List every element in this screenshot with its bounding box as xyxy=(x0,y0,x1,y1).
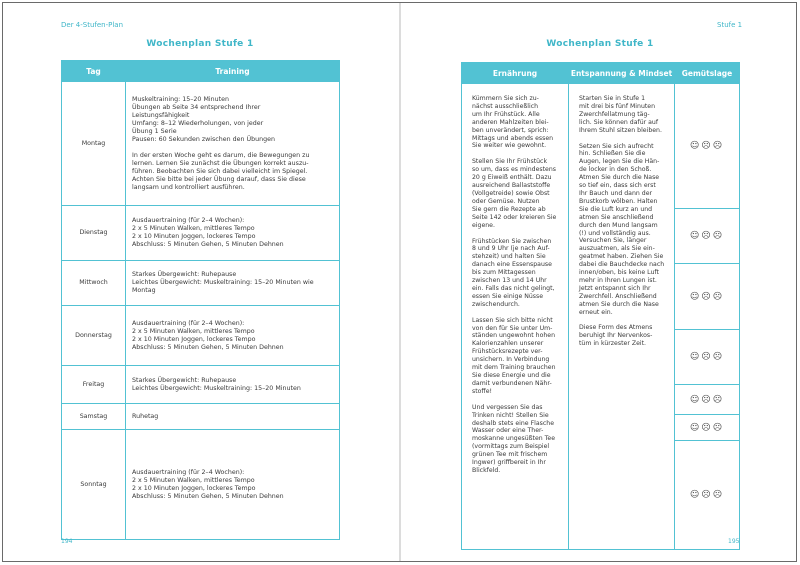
ernaehrung-paragraph: Kümmern Sie sich zu- nächst ausschließlich um Ihr Frühstück. Alle anderen Mahlzeiten blei- ben unverändert, sprich: Mittags und abends essen Sie weiter wie gewohnt. xyxy=(472,95,554,150)
training-line: lernen. Lernen Sie zunächst die Übungen korrekt auszu- xyxy=(132,159,309,167)
sad-face-icon[interactable]: ☹ xyxy=(712,394,725,405)
table-row xyxy=(462,84,740,209)
training-cell xyxy=(126,366,340,404)
sad-face-icon[interactable]: ☹ xyxy=(701,490,713,500)
happy-face-icon[interactable]: ☺ xyxy=(689,490,702,500)
training-line xyxy=(132,144,333,152)
entspannung-paragraph: Diese Form des Atmens beruhigt Ihr Nervenkos- tüm in kürzester Zeit. xyxy=(579,324,653,348)
table-row xyxy=(62,261,340,306)
training-table-header xyxy=(62,61,340,82)
entspannung-paragraph: Setzen Sie sich aufrecht hin. Schließen Sie die Augen, legen Sie die Hän- de locker in den Schoß. Atmen Sie durch die Nase so tief ein, dass sich erst Ihr Bauch und dann der Brustkorb wölben. Halten Sie die Luft kurz an und atmen Sie anschließend durch den Mund langsam (!) und vollständig aus. Versuchen Sie, länger auszuatmen, als Sie ein- geatmet haben. Ziehen Sie dabei die Bauchdecke nach innen/oben, bis keine Luft mehr in Ihren Lungen ist. Jetzt entspannt sich Ihr Zwerchfell. Anschließend atmen Sie durch die Nase erneut ein. xyxy=(579,142,665,316)
column-header-training: Training xyxy=(126,61,340,82)
column-header-entspannung: Entspannung & Mindset xyxy=(569,63,675,84)
column-header-tag: Tag xyxy=(62,61,126,82)
training-line: Starkes Übergewicht: Ruhepause xyxy=(132,271,237,278)
training-line: Muskeltraining: 15–20 Minuten xyxy=(132,95,229,103)
training-line: Ruhetag xyxy=(132,412,159,420)
training-line: Ausdauertraining (für 2–4 Wochen): xyxy=(132,217,245,224)
training-line: 2 x 5 Minuten Walken, mittleres Tempo xyxy=(132,225,255,232)
training-line: Leistungsfähigkeit xyxy=(132,111,190,119)
sad-face-icon[interactable]: ☹ xyxy=(701,141,713,151)
sad-face-icon[interactable]: ☹ xyxy=(701,422,713,433)
sad-face-icon[interactable]: ☹ xyxy=(712,490,725,500)
training-line: Übung 1 Serie xyxy=(132,127,177,135)
ernaehrung-cell xyxy=(462,84,569,550)
day-cell: Dienstag xyxy=(62,206,126,261)
mood-cell[interactable] xyxy=(675,330,740,385)
day-cell: Mittwoch xyxy=(62,261,126,306)
table-row xyxy=(62,206,340,261)
running-header-right: Stufe 1 xyxy=(717,21,743,29)
page-gutter xyxy=(399,3,401,561)
training-line: Umfang: 8–12 Wiederholungen, von jeder xyxy=(132,119,264,127)
training-line: 2 x 10 Minuten Joggen, lockeres Tempo xyxy=(132,335,256,343)
training-line: Abschluss: 5 Minuten Gehen, 5 Minuten Dehnen xyxy=(132,492,284,500)
table-row xyxy=(62,82,340,206)
ernaehrung-paragraph: Frühstücken Sie zwischen 8 und 9 Uhr (je nach Auf- stehzeit) und halten Sie danach eine Essenspause bis zum Mittagessen zwischen 13 und 14 Uhr ein. Falls das nicht gelingt, essen Sie einige Nüsse zwischendurch. xyxy=(472,237,555,308)
table-row xyxy=(62,430,340,540)
ernaehrung-paragraph: Lassen Sie sich bitte nicht von den für Sie unter Um- ständen ungewohnt hohen Kalorienzahlen unserer Frühstücksrezepte ver- unsichern. In Verbindung mit dem Training brauchen Sie diese Energie und die damit verbundenen Nähr- stoffe! xyxy=(472,316,556,395)
training-line: 2 x 10 Minuten Joggen, lockeres Tempo xyxy=(132,233,256,240)
day-cell: Freitag xyxy=(62,366,126,404)
ernaehrung-paragraph: Stellen Sie Ihr Frühstück so um, dass es mindestens 20 g Eiweiß enthält. Dazu ausreichend Ballaststoffe (Vollgetreide) sowie Obst oder Gemüse. Nutzen Sie gern die Rezepte ab Seite 142 oder kreieren Sie eigene. xyxy=(472,158,557,229)
nutrition-table-header xyxy=(462,63,740,84)
training-line: Ausdauertraining (für 2–4 Wochen): xyxy=(132,468,245,476)
sad-face-icon[interactable]: ☹ xyxy=(701,291,713,302)
happy-face-icon[interactable]: ☺ xyxy=(689,291,702,302)
happy-face-icon[interactable]: ☺ xyxy=(689,352,702,362)
page-title-right: Wochenplan Stufe 1 xyxy=(546,39,654,49)
day-cell: Sonntag xyxy=(62,430,126,540)
happy-face-icon[interactable]: ☺ xyxy=(689,141,702,151)
nutrition-mindset-table xyxy=(461,62,740,550)
happy-face-icon[interactable]: ☺ xyxy=(689,394,702,405)
mood-cell[interactable] xyxy=(675,264,740,330)
mood-cell[interactable] xyxy=(675,415,740,441)
column-header-ernaehrung: Ernährung xyxy=(462,63,569,84)
mood-cell[interactable] xyxy=(675,84,740,209)
training-line: Achten Sie bitte bei jeder Übung darauf, dass Sie diese xyxy=(132,175,306,183)
training-table xyxy=(61,60,340,540)
day-cell: Samstag xyxy=(62,404,126,430)
training-line: Montag xyxy=(132,287,156,294)
page-title-left: Wochenplan Stufe 1 xyxy=(146,39,254,49)
training-line: Abschluss: 5 Minuten Gehen, 5 Minuten Dehnen xyxy=(132,343,284,351)
sad-face-icon[interactable]: ☹ xyxy=(712,231,725,241)
mood-cell[interactable] xyxy=(675,385,740,415)
mood-cell[interactable] xyxy=(675,209,740,264)
training-line: 2 x 5 Minuten Walken, mittleres Tempo xyxy=(132,327,255,335)
sad-face-icon[interactable]: ☹ xyxy=(701,352,713,362)
sad-face-icon[interactable]: ☹ xyxy=(712,141,725,151)
entspannung-cell xyxy=(569,84,675,550)
column-header-gemuetslage: Gemütslage xyxy=(675,63,740,84)
table-row xyxy=(62,404,340,430)
page-number-left: 194 xyxy=(61,538,73,545)
training-line: Abschluss: 5 Minuten Gehen, 5 Minuten Dehnen xyxy=(132,241,284,248)
sad-face-icon[interactable]: ☹ xyxy=(701,394,713,405)
training-cell xyxy=(126,306,340,366)
training-cell xyxy=(126,82,340,206)
training-cell xyxy=(126,404,340,430)
training-line: Leichtes Übergewicht: Muskeltraining: 15–20 Minuten wie xyxy=(132,279,314,286)
training-line: Pausen: 60 Sekunden zwischen den Übungen xyxy=(132,135,275,143)
training-line: In der ersten Woche geht es darum, die Bewegungen zu xyxy=(132,151,310,159)
sad-face-icon[interactable]: ☹ xyxy=(712,291,725,302)
training-line: Starkes Übergewicht: Ruhepause xyxy=(132,376,237,384)
training-line: Leichtes Übergewicht: Muskeltraining: 15–20 Minuten xyxy=(132,384,301,392)
table-row xyxy=(62,366,340,404)
training-line: langsam und kontrolliert ausführen. xyxy=(132,183,245,191)
page-number-right: 195 xyxy=(728,538,740,545)
ernaehrung-paragraph: Und vergessen Sie das Trinken nicht! Stellen Sie deshalb stets eine Flasche Wasser oder eine Ther- moskanne ungesüßten Tee (vormittags zum Beispiel grünen Tee mit frischem Ingwer) griffbereit in Ihr Blickfeld. xyxy=(472,403,556,474)
training-line: Übungen ab Seite 34 entsprechend Ihrer xyxy=(132,103,261,111)
day-cell: Donnerstag xyxy=(62,306,126,366)
training-cell xyxy=(126,261,340,306)
day-cell: Montag xyxy=(62,82,126,206)
sad-face-icon[interactable]: ☹ xyxy=(712,352,725,362)
training-line: 2 x 10 Minuten Joggen, lockeres Tempo xyxy=(132,484,256,492)
training-cell xyxy=(126,206,340,261)
training-line: führen. Beobachten Sie sich dabei vielleicht im Spiegel. xyxy=(132,167,308,175)
training-line: 2 x 5 Minuten Walken, mittleres Tempo xyxy=(132,476,255,484)
sad-face-icon[interactable]: ☹ xyxy=(712,422,725,433)
happy-face-icon[interactable]: ☺ xyxy=(689,231,702,241)
training-cell xyxy=(126,430,340,540)
entspannung-paragraph: Starten Sie in Stufe 1 mit drei bis fünf Minuten Zwerchfellatmung täg- lich. Sie können dafür auf Ihrem Stuhl sitzen bleiben. xyxy=(579,95,662,134)
table-row xyxy=(62,306,340,366)
happy-face-icon[interactable]: ☺ xyxy=(689,422,702,433)
mood-cell[interactable] xyxy=(675,441,740,550)
running-header-left: Der 4-Stufen-Plan xyxy=(61,21,124,29)
training-line: Ausdauertraining (für 2–4 Wochen): xyxy=(132,319,245,327)
sad-face-icon[interactable]: ☹ xyxy=(701,231,713,241)
